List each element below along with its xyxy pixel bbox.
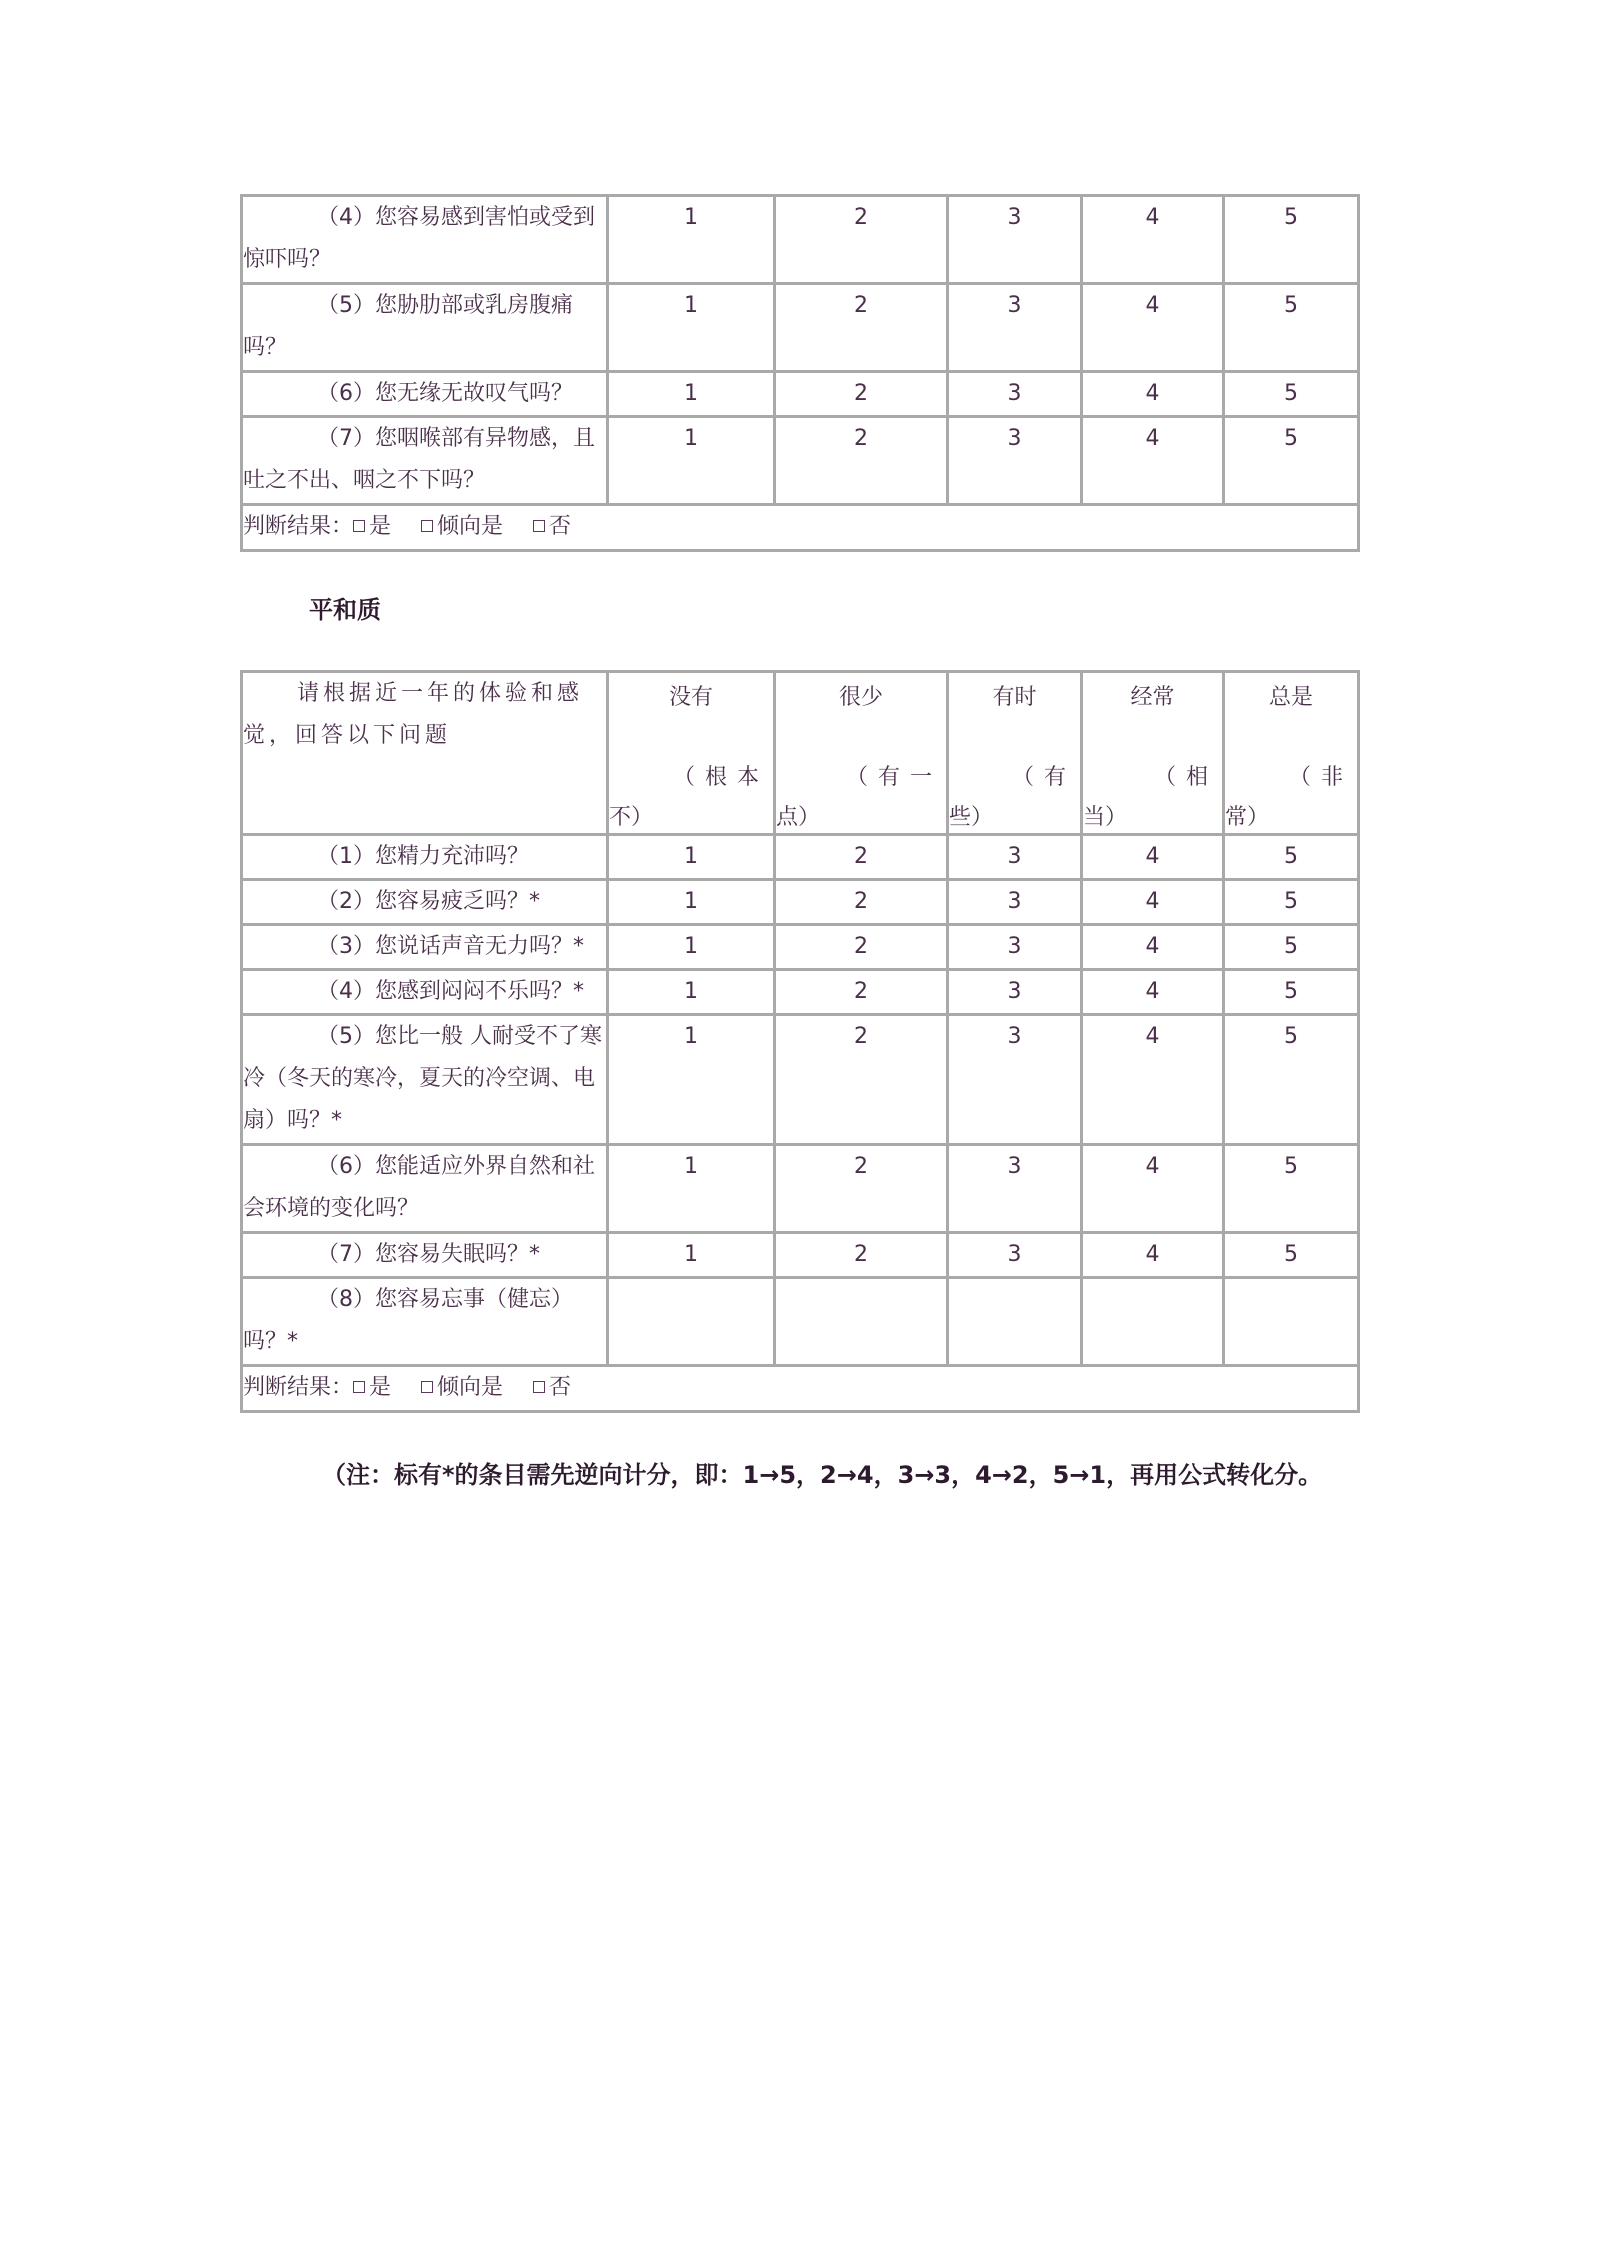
question-text: （4）您感到闷闷不乐吗？* (242, 970, 608, 1015)
question-row (242, 284, 1359, 372)
header-col-bot: 点） (776, 805, 821, 830)
score-cell[interactable]: 5 (1224, 835, 1359, 880)
score-cell[interactable]: 3 (948, 372, 1082, 417)
score-cell[interactable]: 3 (948, 970, 1082, 1015)
header-col-bot: 常） (1225, 805, 1270, 830)
question-text: （1）您精力充沛吗？ (242, 835, 608, 880)
header-col-mid: （有 (1011, 765, 1076, 790)
question-row (242, 417, 1359, 505)
question-text: （2）您容易疲乏吗？* (242, 880, 608, 925)
question-row (242, 1278, 1359, 1366)
header-col-1 (775, 672, 948, 835)
score-cell[interactable]: 3 (948, 835, 1082, 880)
score-cell[interactable]: 4 (1082, 880, 1224, 925)
question-row (242, 835, 1359, 880)
score-cell[interactable]: 4 (1082, 835, 1224, 880)
score-cell[interactable]: 1 (608, 1233, 775, 1278)
result-option-label: 是 (369, 1375, 392, 1400)
score-cell[interactable]: 2 (775, 1233, 948, 1278)
question-row (242, 970, 1359, 1015)
score-cell[interactable]: 5 (1224, 1145, 1359, 1233)
score-cell[interactable]: 2 (775, 835, 948, 880)
score-cell[interactable]: 4 (1082, 196, 1224, 284)
score-cell[interactable]: 2 (775, 196, 948, 284)
score-cell[interactable]: 3 (948, 284, 1082, 372)
result-option[interactable] (533, 514, 571, 539)
result-option-label: 否 (549, 514, 572, 539)
result-option-label: 倾向是 (437, 514, 504, 539)
score-cell[interactable]: 2 (775, 372, 948, 417)
checkbox-icon[interactable] (353, 520, 365, 532)
header-col-top: 总是 (1268, 685, 1313, 710)
result-option-label: 是 (369, 514, 392, 539)
question-text: （8）您容易忘事（健忘）吗？* (242, 1278, 608, 1366)
score-cell[interactable]: 3 (948, 1015, 1082, 1145)
header-col-mid: （有一 (845, 765, 942, 790)
score-cell[interactable]: 5 (1224, 880, 1359, 925)
score-cell[interactable]: 1 (608, 417, 775, 505)
score-cell[interactable]: 1 (608, 835, 775, 880)
score-cell[interactable]: 2 (775, 1015, 948, 1145)
header-col-top: 经常 (1130, 685, 1175, 710)
header-col-3 (1082, 672, 1224, 835)
score-cell[interactable]: 5 (1224, 284, 1359, 372)
header-col-top: 没有 (668, 685, 713, 710)
scoring-note: （注：标有*的条目需先逆向计分，即：1→5，2→4，3→3，4→2，5→1，再用公式转化分。 (322, 1461, 1323, 1489)
score-cell[interactable]: 3 (948, 196, 1082, 284)
questionnaire-table-continued (240, 194, 1360, 552)
score-cell[interactable]: 3 (948, 1145, 1082, 1233)
result-row (242, 1366, 1359, 1412)
question-row (242, 1145, 1359, 1233)
questionnaire-table-pinghe (240, 670, 1360, 1413)
result-option-label: 否 (549, 1375, 572, 1400)
header-col-2 (948, 672, 1082, 835)
score-cell[interactable]: 4 (1082, 417, 1224, 505)
score-cell[interactable]: 3 (948, 417, 1082, 505)
score-cell[interactable]: 2 (775, 1145, 948, 1233)
header-col-bot: 不） (609, 805, 654, 830)
score-cell[interactable]: 1 (608, 970, 775, 1015)
header-col-0 (608, 672, 775, 835)
question-row (242, 372, 1359, 417)
table2-body (242, 835, 1359, 1412)
header-question: 请根据近一年的体验和感觉，回答以下问题 (242, 672, 608, 835)
result-option[interactable] (421, 1375, 503, 1400)
question-row (242, 196, 1359, 284)
header-col-top: 很少 (838, 685, 883, 710)
score-cell[interactable] (1224, 1278, 1359, 1366)
score-cell[interactable]: 5 (1224, 1233, 1359, 1278)
score-cell[interactable]: 1 (608, 925, 775, 970)
header-row (242, 672, 1359, 835)
score-cell[interactable]: 5 (1224, 970, 1359, 1015)
score-cell[interactable]: 3 (948, 880, 1082, 925)
result-option-label: 倾向是 (437, 1375, 504, 1400)
result-label: 判断结果： (243, 514, 354, 539)
question-text: （7）您咽喉部有异物感，且吐之不出、咽之不下吗？ (242, 417, 608, 505)
header-col-top: 有时 (992, 685, 1037, 710)
score-cell[interactable]: 5 (1224, 417, 1359, 505)
score-cell[interactable]: 4 (1082, 1015, 1224, 1145)
score-cell[interactable]: 1 (608, 1145, 775, 1233)
score-cell[interactable]: 4 (1082, 284, 1224, 372)
score-cell[interactable] (1082, 1278, 1224, 1366)
score-cell[interactable]: 1 (608, 880, 775, 925)
table1-body (242, 196, 1359, 551)
header-col-mid: （非 (1288, 765, 1353, 790)
score-cell[interactable]: 4 (1082, 970, 1224, 1015)
question-text: （5）您胁肋部或乳房腹痛吗？ (242, 284, 608, 372)
result-option[interactable] (353, 514, 391, 539)
score-cell[interactable]: 4 (1082, 1233, 1224, 1278)
result-option[interactable] (353, 1375, 391, 1400)
header-col-bot: 当） (1083, 805, 1128, 830)
question-row (242, 880, 1359, 925)
result-cell (242, 1366, 1359, 1412)
header-col-mid: （相 (1153, 765, 1218, 790)
header-col-bot: 些） (949, 805, 994, 830)
question-text: （5）您比一般 人耐受不了寒冷（冬天的寒冷，夏天的冷空调、电扇）吗？* (242, 1015, 608, 1145)
question-text: （3）您说话声音无力吗？* (242, 925, 608, 970)
section-title: 平和质 (309, 596, 381, 624)
question-text: （7）您容易失眠吗？* (242, 1233, 608, 1278)
score-cell[interactable]: 5 (1224, 1015, 1359, 1145)
score-cell[interactable]: 2 (775, 284, 948, 372)
result-row (242, 505, 1359, 551)
checkbox-icon[interactable] (533, 1381, 545, 1393)
score-cell[interactable]: 1 (608, 1015, 775, 1145)
score-cell[interactable]: 4 (1082, 372, 1224, 417)
score-cell[interactable]: 4 (1082, 1145, 1224, 1233)
checkbox-icon[interactable] (353, 1381, 365, 1393)
question-text: （4）您容易感到害怕或受到惊吓吗？ (242, 196, 608, 284)
question-row (242, 1233, 1359, 1278)
score-cell[interactable]: 5 (1224, 925, 1359, 970)
score-cell[interactable]: 1 (608, 372, 775, 417)
question-row (242, 1015, 1359, 1145)
result-option[interactable] (533, 1375, 571, 1400)
checkbox-icon[interactable] (421, 520, 433, 532)
question-text: （6）您能适应外界自然和社会环境的变化吗？ (242, 1145, 608, 1233)
score-cell[interactable]: 4 (1082, 925, 1224, 970)
header-col-mid: （根本 (672, 765, 769, 790)
score-cell[interactable]: 1 (608, 196, 775, 284)
checkbox-icon[interactable] (421, 1381, 433, 1393)
score-cell[interactable]: 5 (1224, 372, 1359, 417)
score-cell[interactable]: 2 (775, 925, 948, 970)
score-cell[interactable]: 2 (775, 417, 948, 505)
score-cell[interactable]: 3 (948, 925, 1082, 970)
question-text: （6）您无缘无故叹气吗？ (242, 372, 608, 417)
result-option[interactable] (421, 514, 503, 539)
question-row (242, 925, 1359, 970)
score-cell[interactable]: 2 (775, 880, 948, 925)
score-cell[interactable]: 1 (608, 284, 775, 372)
score-cell[interactable] (948, 1278, 1082, 1366)
score-cell[interactable] (775, 1278, 948, 1366)
checkbox-icon[interactable] (533, 520, 545, 532)
table2-header (242, 672, 1359, 835)
score-cell[interactable]: 2 (775, 970, 948, 1015)
score-cell[interactable] (608, 1278, 775, 1366)
result-label: 判断结果： (243, 1375, 354, 1400)
score-cell[interactable]: 3 (948, 1233, 1082, 1278)
score-cell[interactable]: 5 (1224, 196, 1359, 284)
header-col-4 (1224, 672, 1359, 835)
result-cell (242, 505, 1359, 551)
